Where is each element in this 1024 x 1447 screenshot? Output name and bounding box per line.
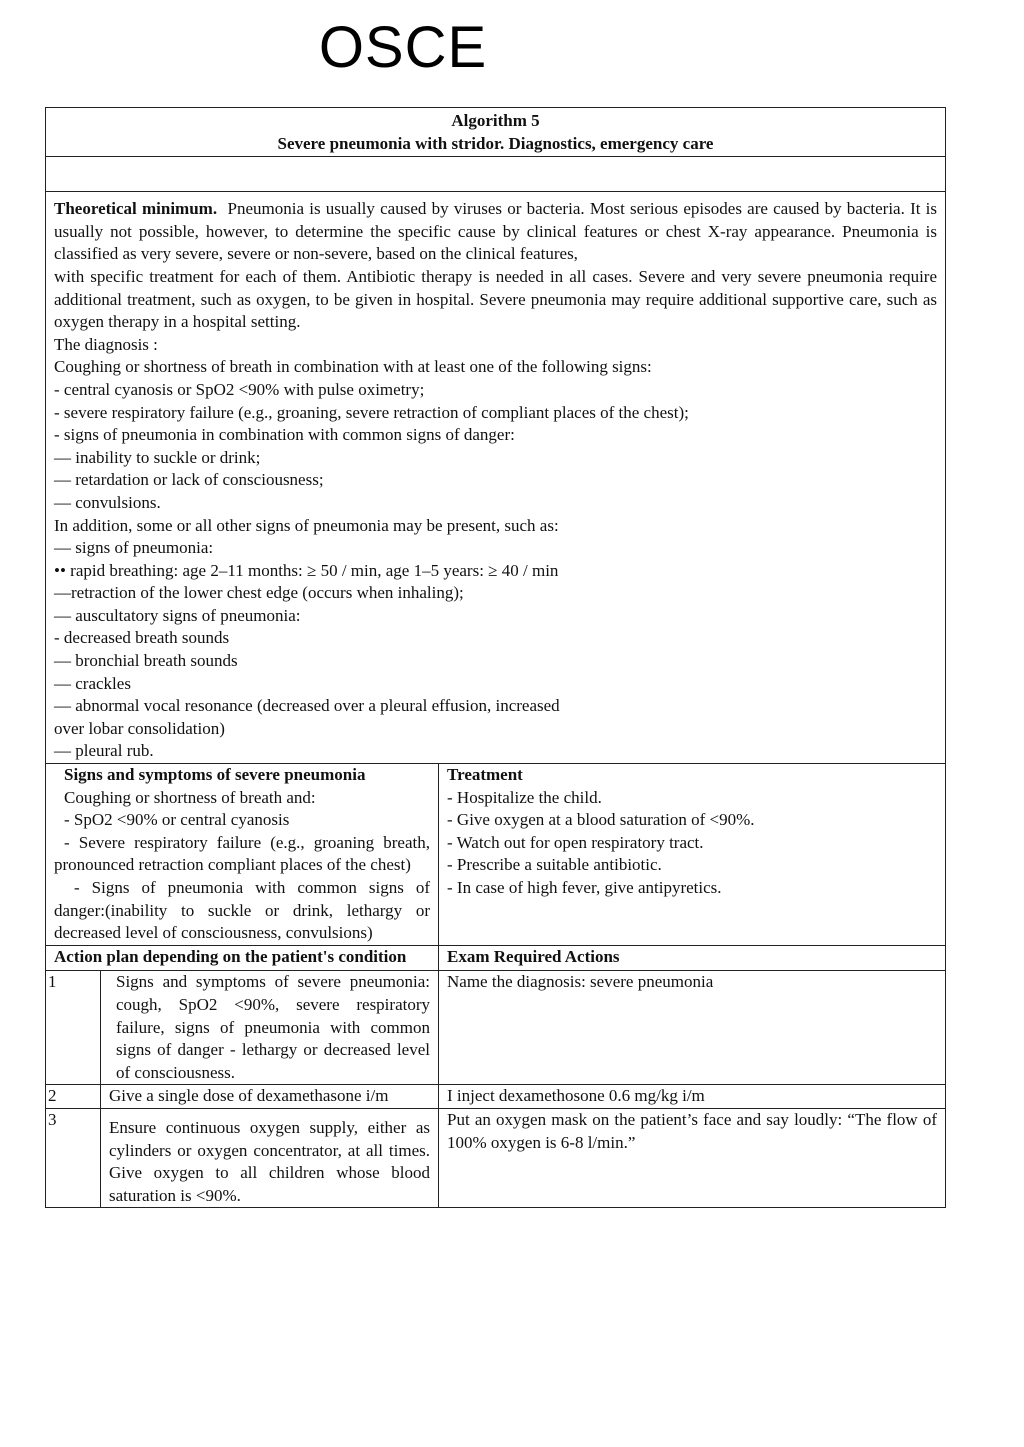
signs-treatment-row (46, 764, 946, 946)
step-action: Give a single dose of dexamethasone i/m (101, 1085, 439, 1109)
theory-line: In addition, some or all other signs of pneumonia may be present, such as: (54, 515, 559, 535)
theory-line: — abnormal vocal resonance (decreased over a pleural effusion, increased (54, 696, 560, 716)
action-step-row (46, 1085, 946, 1109)
exam-actions-heading: Exam Required Actions (439, 945, 946, 971)
theory-line: —retraction of the lower chest edge (occurs when inhaling); (54, 583, 464, 603)
theory-line: - central cyanosis or SpO2 <90% with pulse oximetry; (54, 379, 425, 399)
treatment-item: - Hospitalize the child. (447, 787, 602, 807)
theory-line: •• rapid breathing: age 2–11 months: ≥ 50 / min, age 1–5 years: ≥ 40 / min (54, 560, 559, 580)
step-number: 3 (46, 1108, 101, 1207)
theory-line: — signs of pneumonia: (54, 538, 214, 558)
treatment-item: - Prescribe a suitable antibiotic. (447, 855, 662, 875)
algorithm-table (45, 107, 946, 1208)
treatment-cell (439, 764, 946, 946)
theory-line: over lobar consolidation) (54, 718, 225, 738)
algorithm-header (46, 108, 946, 157)
theory-line: - decreased breath sounds (54, 628, 230, 648)
step-number: 1 (46, 971, 101, 1085)
action-step-row (46, 1108, 946, 1207)
page-title: OSCE (318, 15, 488, 80)
treatment-item: - Watch out for open respiratory tract. (447, 832, 704, 852)
theory-intro-paragraph (54, 198, 937, 266)
theory-line: - severe respiratory failure (e.g., groaning, severe retraction of compliant places of the chest); (54, 402, 689, 422)
algorithm-title: Severe pneumonia with stridor. Diagnostics, emergency care (277, 133, 714, 153)
empty-cell (46, 157, 946, 192)
signs-item: - SpO2 <90% or central cyanosis (64, 810, 290, 830)
step-exam: Name the diagnosis: severe pneumonia (439, 971, 946, 1085)
theory-line: The diagnosis : (54, 334, 158, 354)
step-action: Ensure continuous oxygen supply, either as cylinders or oxygen concentrator, at all times. Give oxygen to all children whose blood saturation is <90%. (101, 1108, 439, 1207)
action-step-row (46, 971, 946, 1085)
theory-row (46, 192, 946, 764)
step-number: 2 (46, 1085, 101, 1109)
theory-line: — pleural rub. (54, 741, 154, 761)
treatment-item: - In case of high fever, give antipyretics. (447, 878, 722, 897)
signs-cell (46, 764, 439, 946)
theory-heading: Theoretical minimum. (54, 199, 218, 219)
theory-line: — retardation or lack of consciousness; (54, 470, 324, 490)
step-action: Signs and symptoms of severe pneumonia: cough, SpO2 <90%, severe respiratory failure, signs of pneumonia with common signs of danger - lethargy or decreased level of consciousness. (101, 971, 439, 1085)
algorithm-header-row (46, 108, 946, 157)
signs-item: - Signs of pneumonia with common signs of danger:(inability to suckle or drink, lethargy or decreased level of consciousness, convulsions) (54, 878, 430, 943)
action-plan-header-row (46, 945, 946, 971)
step-exam: I inject dexamethosone 0.6 mg/kg i/m (439, 1085, 946, 1109)
theory-line: — inability to suckle or drink; (54, 447, 261, 467)
theory-line: - signs of pneumonia in combination with common signs of danger: (54, 425, 515, 445)
step-exam: Put an oxygen mask on the patient’s face and say loudly: “The flow of 100% oxygen is 6-8 l/min.” (439, 1108, 946, 1207)
treatment-heading: Treatment (447, 765, 523, 785)
theory-line: with specific treatment for each of them. Antibiotic therapy is needed in all cases. Severe and very severe pneumonia require additional treatment, such as oxygen, to be given in hospital. Severe pneumonia may require additional supportive care, such as oxygen therapy in a hospital setting. (54, 266, 938, 332)
theory-cell (46, 192, 946, 764)
theory-line: — crackles (54, 673, 131, 693)
theory-line: — convulsions. (54, 492, 161, 512)
signs-item: - Severe respiratory failure (e.g., groaning breath, pronounced retraction compliant places of the chest) (54, 832, 430, 875)
empty-row (46, 157, 946, 192)
theory-line: Coughing or shortness of breath in combination with at least one of the following signs: (54, 357, 652, 377)
action-plan-heading: Action plan depending on the patient's condition (46, 945, 439, 971)
signs-heading: Signs and symptoms of severe pneumonia (64, 765, 366, 785)
treatment-item: - Give oxygen at a blood saturation of <90%. (447, 810, 755, 830)
theory-line: — bronchial breath sounds (54, 651, 238, 671)
algorithm-number: Algorithm 5 (451, 111, 540, 130)
theory-line: — auscultatory signs of pneumonia: (54, 605, 301, 625)
signs-intro: Coughing or shortness of breath and: (64, 787, 316, 807)
theory-intro: Pneumonia is usually caused by viruses or bacteria. Most serious episodes are caused by bacteria. It is usually not possible, however, to determine the specific cause by clinical features or chest X-ray appearance. Pneumonia is classified as very severe, severe or non-severe, based on the clinical features, (54, 199, 938, 264)
